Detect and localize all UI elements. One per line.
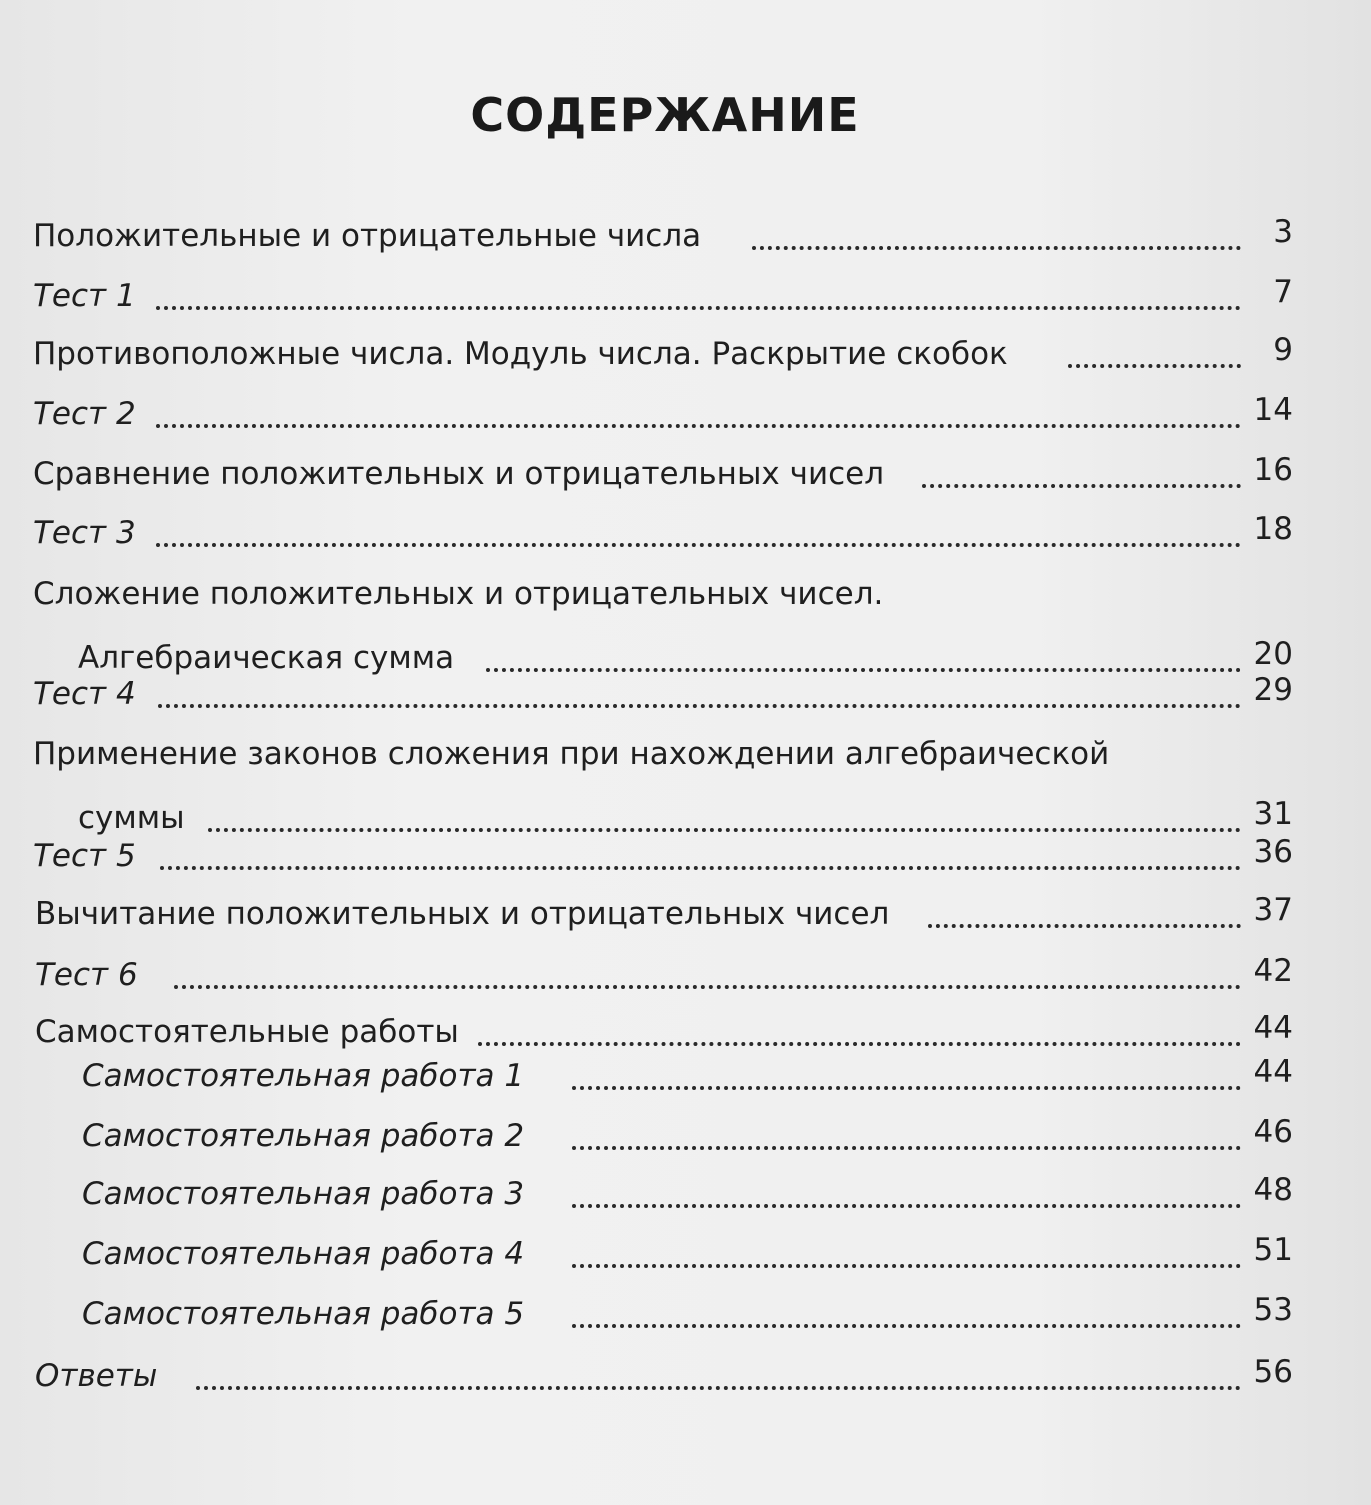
leader-dots [572, 1204, 1241, 1208]
toc-entry [0, 330, 1371, 378]
leader-dots [572, 1324, 1241, 1328]
toc-entry [0, 1008, 1371, 1056]
leader-dots [156, 306, 1241, 310]
toc-entry-label-line2: Алгебраическая сумма [78, 640, 455, 676]
toc-page-number: 44 [1253, 1010, 1293, 1046]
leader-dots [1068, 364, 1241, 368]
toc-entry-label: Самостоятельные работы [35, 1014, 459, 1050]
toc-entry-label: Самостоятельная работа 5 [82, 1296, 525, 1332]
toc-page-number: 46 [1253, 1114, 1293, 1150]
toc-subentry [0, 1112, 1371, 1160]
toc-entry-label: Тест 3 [33, 515, 136, 551]
toc-page-number: 31 [1253, 796, 1293, 832]
toc-entry-label-line1: Сложение положительных и отрицательных чисел. [33, 576, 884, 612]
toc-entry [0, 890, 1371, 938]
toc-page-number: 56 [1253, 1354, 1293, 1390]
toc-page-number: 42 [1253, 953, 1293, 989]
toc-page-number: 3 [1273, 214, 1293, 250]
toc-entry-label: Противоположные числа. Модуль числа. Раскрытие скобок [33, 336, 1008, 372]
leader-dots [572, 1264, 1241, 1268]
toc-page-number: 51 [1253, 1232, 1293, 1268]
toc-entry-label: Тест 5 [33, 838, 136, 874]
toc-entry [0, 732, 1371, 842]
toc-entry [0, 832, 1371, 880]
toc-entry [0, 1352, 1371, 1400]
leader-dots [158, 704, 1241, 708]
leader-dots [156, 543, 1241, 547]
toc-page-number: 7 [1273, 274, 1293, 310]
toc-subentry [0, 1230, 1371, 1278]
toc-page-number: 53 [1253, 1292, 1293, 1328]
toc-page-number: 37 [1253, 892, 1293, 928]
toc-entry-label-line2: суммы [78, 800, 185, 836]
toc-entry-label: Сравнение положительных и отрицательных чисел [33, 456, 885, 492]
leader-dots [478, 1042, 1241, 1046]
leader-dots [752, 246, 1241, 250]
leader-dots [928, 924, 1241, 928]
toc-entry [0, 670, 1371, 718]
toc-entry [0, 450, 1371, 498]
leader-dots [196, 1386, 1241, 1390]
toc-entry-label: Тест 2 [33, 396, 136, 432]
toc-page-number: 36 [1253, 834, 1293, 870]
leader-dots [922, 484, 1241, 488]
toc-entry-label: Тест 4 [33, 676, 136, 712]
leader-dots [156, 424, 1241, 428]
toc-page-number: 9 [1273, 332, 1293, 368]
toc-entry [0, 951, 1371, 999]
toc-entry-label: Тест 6 [35, 957, 138, 993]
toc-page-number: 20 [1253, 636, 1293, 672]
toc-entry-label: Самостоятельная работа 2 [82, 1118, 525, 1154]
toc-entry-label: Положительные и отрицательные числа [33, 218, 702, 254]
toc-subentry [0, 1052, 1371, 1100]
toc-entry [0, 272, 1371, 320]
toc-subentry [0, 1290, 1371, 1338]
toc-page-number: 48 [1253, 1172, 1293, 1208]
toc-entry [0, 572, 1371, 682]
toc-page-number: 44 [1253, 1054, 1293, 1090]
toc-entry-label-line1: Применение законов сложения при нахождении алгебраической [33, 736, 1110, 772]
toc-entry [0, 509, 1371, 557]
leader-dots [572, 1086, 1241, 1090]
toc-entry-label: Ответы [35, 1358, 158, 1394]
toc-entry-label: Самостоятельная работа 4 [82, 1236, 525, 1272]
toc-page-number: 16 [1253, 452, 1293, 488]
toc-entry-label: Самостоятельная работа 1 [82, 1058, 525, 1094]
leader-dots [174, 985, 1241, 989]
toc-entry-label: Самостоятельная работа 3 [82, 1176, 525, 1212]
toc-subentry [0, 1170, 1371, 1218]
page-title: СОДЕРЖАНИЕ [470, 88, 860, 142]
toc-page-number: 29 [1253, 672, 1293, 708]
leader-dots [572, 1146, 1241, 1150]
toc-page-number: 14 [1253, 392, 1293, 428]
toc-entry-label: Вычитание положительных и отрицательных чисел [35, 896, 890, 932]
leader-dots [160, 866, 1241, 870]
toc-page-number: 18 [1253, 511, 1293, 547]
toc-entry [0, 390, 1371, 438]
toc-entry [0, 212, 1371, 260]
toc-entry-label: Тест 1 [33, 278, 136, 314]
